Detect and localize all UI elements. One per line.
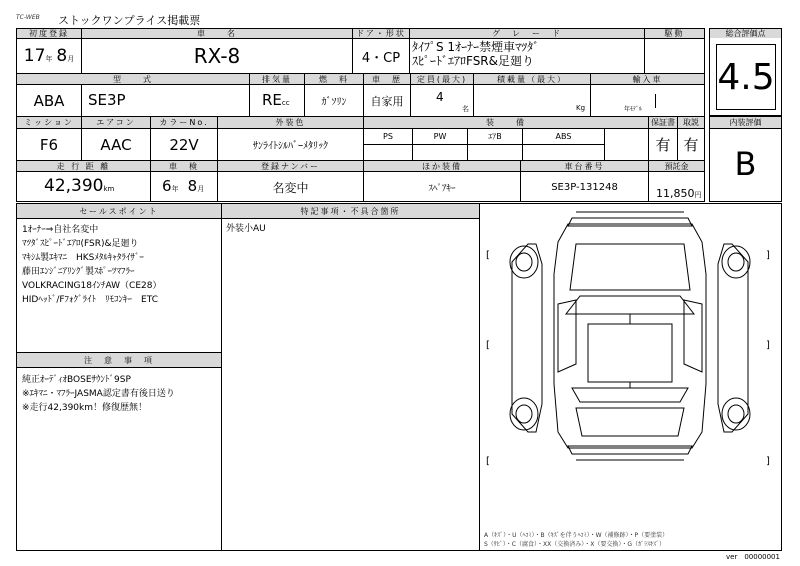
first-reg-value: 17 年 8 月 <box>23 46 75 66</box>
plate-label: 登録ナンバー <box>218 161 363 171</box>
sales-point-line: VOLKRACING18ｲﾝﾁAW（CE28） <box>22 281 162 291</box>
doors-value: 4・CP <box>361 50 401 66</box>
sales-point-line: ﾏﾂﾀﾞｽﾋﾟｰﾄﾞｴｱﾛ(FSR)&足廻り <box>22 239 139 249</box>
interior-score-label: 内装評価 <box>710 117 781 128</box>
aircon-label: エアコン <box>82 117 150 128</box>
note-line: 純正ｵｰﾃﾞｨｵBOSEｻｳﾝﾄﾞ9SP <box>22 375 131 385</box>
sales-point-line: ﾏｷｼﾑ製ｴｷﾏﾆ HKSﾒﾀﾙｷｬﾀﾗｲｻﾞｰ <box>22 253 144 263</box>
displacement-value: REcc <box>262 91 290 109</box>
model-value: SE3P <box>88 91 126 109</box>
car-name-label: 車 名 <box>82 29 352 38</box>
small-divider-mark <box>655 94 656 108</box>
displacement-label: 排気量 <box>250 74 304 84</box>
plate-value: 名変中 <box>272 180 309 195</box>
grade-value: ﾀｲﾌﾟS 1ｵｰﾅｰ禁煙車ﾏﾂﾀﾞ ｽﾋﾟｰﾄﾞｴｱﾛFSR&足廻り <box>412 40 540 68</box>
drive-label: 駆動 <box>645 29 704 38</box>
bracket-right-front: ] <box>766 250 770 261</box>
warranty-label: 保証書 <box>651 118 675 127</box>
model-label: 型 式 <box>17 74 249 84</box>
mission-value: F6 <box>39 135 59 154</box>
other-equipment-label: ほか装備 <box>364 161 520 171</box>
inspection-value: 6年 8月 <box>162 177 205 195</box>
interior-score-value: B <box>734 145 757 183</box>
equipment-item: ABS <box>555 132 572 141</box>
manual-value: 有 <box>683 136 699 154</box>
first-reg-label: 初度登録 <box>17 29 81 38</box>
manual-label: 取説 <box>678 117 704 128</box>
equipment-item: ｴｱB <box>488 132 502 141</box>
bracket-left-front: [ <box>486 250 490 261</box>
capacity-value: 4 <box>436 90 444 104</box>
sales-points-title: セールスポイント <box>17 204 221 218</box>
import-unit: 年ﾓﾃﾞﾙ <box>624 106 643 113</box>
aircon-value: AAC <box>100 135 132 154</box>
mileage-value: 42,390km <box>44 176 115 196</box>
warranty-value: 有 <box>655 136 671 154</box>
site-logo: TC-WEB <box>16 14 40 21</box>
exterior-label: 外装色 <box>218 117 363 128</box>
usage-value: 自家用 <box>370 94 404 108</box>
equipment-item: PS <box>383 132 393 141</box>
chassis-label: 車台番号 <box>521 161 648 171</box>
capacity-unit: 名 <box>462 105 469 113</box>
notes-title: 注 意 事 項 <box>17 353 221 367</box>
inspection-label: 車 検 <box>151 161 217 171</box>
overall-score-label: 総合評価点 <box>710 29 781 38</box>
sheet-title: ストックワンプライス掲載票 <box>58 14 201 27</box>
chassis-value: SE3P-131248 <box>551 181 618 193</box>
color-value: 22V <box>169 135 199 154</box>
bracket-left-mid: [ <box>486 340 490 351</box>
doors-label: ドア・形状 <box>353 29 409 38</box>
exterior-value: ｻﾝﾗｲﾄｼﾙﾊﾞｰﾒﾀﾘｯｸ <box>253 141 328 152</box>
equipment-item: PW <box>433 132 447 141</box>
note-line: ※ｴｷﾏﾆ・ﾏﾌﾗｰJASMA認定書有後日送り <box>22 389 175 399</box>
special-note-line: 外装小AU <box>226 224 266 234</box>
mission-label: ミッション <box>17 117 81 128</box>
note-line: ※走行42,390km！修復歴無！ <box>22 403 148 413</box>
color-label: カラーNo. <box>151 117 217 128</box>
model-prefix-value: ABA <box>33 91 65 110</box>
other-equipment-value: ｽﾍﾟｱｷｰ <box>428 183 456 194</box>
usage-label: 車 歴 <box>364 74 410 84</box>
special-notes-title: 特記事項・不具合箇所 <box>222 204 479 218</box>
grade-label: グ レ ー ド <box>410 29 644 38</box>
deposit-value: 11,850円 <box>656 187 702 200</box>
load-unit: Kg <box>576 104 586 112</box>
bracket-left-rear: [ <box>486 456 490 467</box>
bracket-right-rear: ] <box>766 456 770 467</box>
notes-list <box>22 373 175 415</box>
mileage-label: 走 行 距 離 <box>17 161 150 171</box>
sales-points-list <box>22 223 161 307</box>
fuel-label: 燃 料 <box>305 74 363 84</box>
load-label: 積載量（最大） <box>474 74 590 84</box>
fuel-value: ｶﾞｿﾘﾝ <box>321 97 347 108</box>
overall-score-value: 4.5 <box>717 56 775 98</box>
sales-point-line: 1ｵｰﾅｰ⇒自社名変中 <box>22 225 99 235</box>
bracket-right-mid: ] <box>766 340 770 351</box>
version-label: ver 00000001 <box>726 553 780 561</box>
deposit-label: 預託金 <box>649 161 704 171</box>
equipment-item <box>605 129 648 144</box>
car-damage-diagram <box>480 204 781 550</box>
capacity-label: 定員(最大) <box>411 74 473 84</box>
drive-value <box>645 39 704 73</box>
car-name-value: RX-8 <box>193 44 241 68</box>
equipment-label: 装 備 <box>364 117 648 128</box>
sales-point-line: 藤田ｴﾝｼﾞﾆｱﾘﾝｸﾞ製ｽﾎﾟｰﾂﾏﾌﾗｰ <box>22 267 135 277</box>
damage-legend: A（ｷｽﾞ）・U（ﾍｺﾐ）・B（ｷｽﾞを伴うﾍｺﾐ）・W（補修跡）・P（要塗装） S（ｻﾋﾞ）・C（腐食）・XX（交換済み）・X（要交換）・G（ｶﾞﾗｽｷｽﾞ） <box>484 532 669 548</box>
sales-point-line: HIDﾍｯﾄﾞ/Fﾌｫｸﾞﾗｲﾄ ﾘﾓｺﾝｷｰ ETC <box>22 295 159 305</box>
import-label: 輸入車 <box>591 74 704 84</box>
